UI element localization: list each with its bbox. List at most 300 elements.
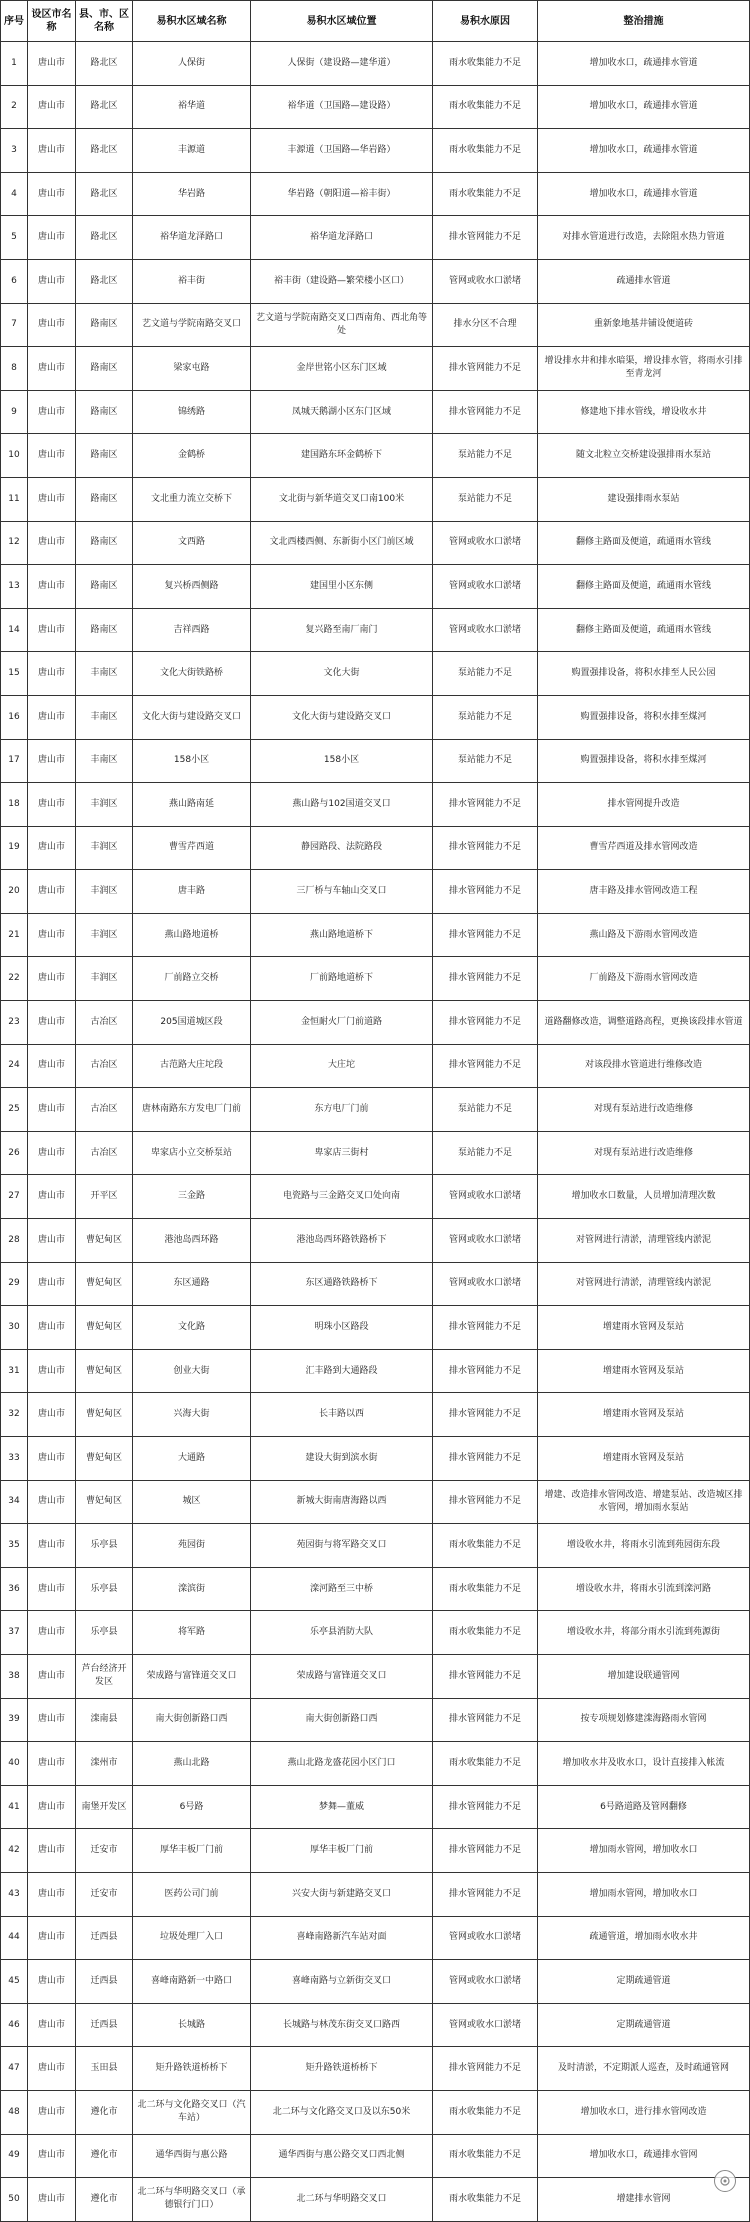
table-cell: 对现有泵站进行改造维修 — [538, 1131, 750, 1175]
table-cell: 东方电厂门前 — [251, 1088, 433, 1132]
table-cell: 15 — [1, 652, 28, 696]
table-cell: 唐山市 — [28, 1567, 76, 1611]
table-cell: 11 — [1, 477, 28, 521]
table-cell: 乐亭县 — [76, 1611, 133, 1655]
table-cell: 雨水收集能力不足 — [433, 85, 538, 129]
table-row — [1, 1916, 750, 1960]
table-cell: 唐山市 — [28, 739, 76, 783]
table-cell: 曹雪芹西道 — [133, 826, 251, 870]
column-header: 整治措施 — [538, 1, 750, 42]
table-cell: 泵站能力不足 — [433, 652, 538, 696]
table-cell: 吉祥西路 — [133, 608, 251, 652]
table-row — [1, 1044, 750, 1088]
table-body — [1, 42, 750, 2222]
table-cell: 荣成路与富锋道交叉口 — [133, 1654, 251, 1698]
table-row — [1, 1654, 750, 1698]
table-cell: 管网或收水口淤堵 — [433, 1960, 538, 2004]
table-cell: 厂前路地道桥下 — [251, 957, 433, 1001]
table-cell: 增加收水口，疏通排水管道 — [538, 42, 750, 86]
table-cell: 管网或收水口淤堵 — [433, 1175, 538, 1219]
table-cell: 50 — [1, 2178, 28, 2222]
table-row — [1, 1437, 750, 1481]
table-cell: 管网或收水口淤堵 — [433, 565, 538, 609]
table-cell: 唐山市 — [28, 870, 76, 914]
table-cell: 艺文道与学院南路交叉口西南角、西北角等处 — [251, 303, 433, 347]
table-cell: 卑家店小立交桥泵站 — [133, 1131, 251, 1175]
table-cell: 34 — [1, 1480, 28, 1524]
table-cell: 管网或收水口淤堵 — [433, 2003, 538, 2047]
table-cell: 丰南区 — [76, 695, 133, 739]
table-cell: 增加收水口，疏通排水管道 — [538, 85, 750, 129]
table-cell: 对管网进行清淤，清理管线内淤泥 — [538, 1219, 750, 1263]
table-cell: 喜峰南路新一中路口 — [133, 1960, 251, 2004]
table-cell: 泵站能力不足 — [433, 1131, 538, 1175]
table-cell: 华岩路（朝阳道—裕丰街） — [251, 172, 433, 216]
table-cell: 对管网进行清淤，清理管线内淤泥 — [538, 1262, 750, 1306]
table-cell: 曹雪芹西道及排水管网改造 — [538, 826, 750, 870]
table-cell: 唐山市 — [28, 1916, 76, 1960]
table-row — [1, 739, 750, 783]
table-cell: 城区 — [133, 1480, 251, 1524]
table-cell: 丰润区 — [76, 870, 133, 914]
table-cell: 10 — [1, 434, 28, 478]
table-cell: 曹妃甸区 — [76, 1306, 133, 1350]
table-cell: 排水管网能力不足 — [433, 783, 538, 827]
table-cell: 泵站能力不足 — [433, 739, 538, 783]
table-cell: 1 — [1, 42, 28, 86]
table-cell: 丰润区 — [76, 913, 133, 957]
table-row — [1, 2047, 750, 2091]
table-cell: 唐山市 — [28, 521, 76, 565]
table-cell: 排水管网能力不足 — [433, 390, 538, 434]
table-cell: 古冶区 — [76, 1001, 133, 1045]
table-cell: 排水管网能力不足 — [433, 1698, 538, 1742]
table-cell: 37 — [1, 1611, 28, 1655]
table-row — [1, 1219, 750, 1263]
table-cell: 燕山路及下游雨水管网改造 — [538, 913, 750, 957]
table-cell: 唐山市 — [28, 216, 76, 260]
table-cell: 雨水收集能力不足 — [433, 2134, 538, 2178]
table-cell: 增加建设联通管网 — [538, 1654, 750, 1698]
table-cell: 雨水收集能力不足 — [433, 42, 538, 86]
table-cell: 排水管网能力不足 — [433, 913, 538, 957]
table-cell: 人保街（建设路—建华道） — [251, 42, 433, 86]
table-cell: 苑园街与将军路交叉口 — [251, 1524, 433, 1568]
table-cell: 排水管网能力不足 — [433, 957, 538, 1001]
table-cell: 荣成路与富锋道交叉口 — [251, 1654, 433, 1698]
table-cell: 开平区 — [76, 1175, 133, 1219]
table-cell: 增加收水口，疏通排水管道 — [538, 129, 750, 173]
table-cell: 乐亭县 — [76, 1567, 133, 1611]
table-cell: 增建雨水管网及泵站 — [538, 1437, 750, 1481]
table-row — [1, 521, 750, 565]
table-cell: 雨水收集能力不足 — [433, 1567, 538, 1611]
table-cell: 文化大街 — [251, 652, 433, 696]
table-cell: 30 — [1, 1306, 28, 1350]
table-cell: 增加收水口，进行排水管网改造 — [538, 2090, 750, 2134]
table-cell: 增设收水井，将雨水引流到滦河路 — [538, 1567, 750, 1611]
table-cell: 增设收水井，将部分雨水引流到苑源街 — [538, 1611, 750, 1655]
table-cell: 曹妃甸区 — [76, 1393, 133, 1437]
table-row — [1, 1829, 750, 1873]
table-cell: 港池岛西环路铁路桥下 — [251, 1219, 433, 1263]
table-cell: 唐山市 — [28, 2003, 76, 2047]
table-cell: 北二环与文化路交叉口及以东50米 — [251, 2090, 433, 2134]
table-cell: 路南区 — [76, 565, 133, 609]
table-cell: 排水管网能力不足 — [433, 1437, 538, 1481]
table-cell: 路南区 — [76, 608, 133, 652]
table-row — [1, 608, 750, 652]
table-cell: 唐丰路 — [133, 870, 251, 914]
table-row — [1, 477, 750, 521]
table-cell: 曹妃甸区 — [76, 1349, 133, 1393]
table-cell: 排水管网能力不足 — [433, 1829, 538, 1873]
table-cell: 45 — [1, 1960, 28, 2004]
table-cell: 古冶区 — [76, 1131, 133, 1175]
table-cell: 泵站能力不足 — [433, 434, 538, 478]
table-cell: 泵站能力不足 — [433, 695, 538, 739]
table-cell: 新城大街南唐海路以西 — [251, 1480, 433, 1524]
table-cell: 滦南县 — [76, 1698, 133, 1742]
table-cell: 南大街创新路口西 — [133, 1698, 251, 1742]
table-row — [1, 1698, 750, 1742]
table-cell: 汇丰路到大通路段 — [251, 1349, 433, 1393]
table-cell: 迁安市 — [76, 1872, 133, 1916]
table-cell: 路北区 — [76, 85, 133, 129]
table-cell: 排水管网能力不足 — [433, 1393, 538, 1437]
table-cell: 205国道城区段 — [133, 1001, 251, 1045]
table-cell: 唐山市 — [28, 477, 76, 521]
table-cell: 修建地下排水管线，增设收水井 — [538, 390, 750, 434]
table-row — [1, 1001, 750, 1045]
table-cell: 凤城天鹅湖小区东门区域 — [251, 390, 433, 434]
table-cell: 排水管网能力不足 — [433, 1349, 538, 1393]
table-cell: 丰润区 — [76, 957, 133, 1001]
table-header-row — [1, 1, 750, 42]
table-cell: 唐山市 — [28, 695, 76, 739]
table-cell: 三厂桥与车轴山交叉口 — [251, 870, 433, 914]
table-cell: 管网或收水口淤堵 — [433, 608, 538, 652]
table-cell: 购置强排设备，将积水排至煤河 — [538, 695, 750, 739]
table-cell: 唐山市 — [28, 1524, 76, 1568]
table-cell: 增建雨水管网及泵站 — [538, 1349, 750, 1393]
table-cell: 排水管网能力不足 — [433, 347, 538, 391]
table-cell: 裕丰街 — [133, 259, 251, 303]
column-header: 易积水原因 — [433, 1, 538, 42]
table-cell: 雨水收集能力不足 — [433, 1524, 538, 1568]
table-cell: 三金路 — [133, 1175, 251, 1219]
table-cell: 排水管网能力不足 — [433, 1785, 538, 1829]
table-cell: 玉田县 — [76, 2047, 133, 2091]
table-cell: 雨水收集能力不足 — [433, 2090, 538, 2134]
table-row — [1, 1480, 750, 1524]
table-cell: 33 — [1, 1437, 28, 1481]
table-row — [1, 1131, 750, 1175]
table-cell: 唐山市 — [28, 1175, 76, 1219]
table-cell: 28 — [1, 1219, 28, 1263]
table-row — [1, 1611, 750, 1655]
table-row — [1, 390, 750, 434]
table-cell: 唐山市 — [28, 2047, 76, 2091]
table-cell: 滦州市 — [76, 1742, 133, 1786]
table-cell: 唐山市 — [28, 2178, 76, 2222]
table-cell: 文北重力流立交桥下 — [133, 477, 251, 521]
table-row — [1, 870, 750, 914]
table-cell: 南堡开发区 — [76, 1785, 133, 1829]
table-cell: 增加收水井及收水口，设计直接排入帐流 — [538, 1742, 750, 1786]
table-cell: 2 — [1, 85, 28, 129]
table-cell: 唐山市 — [28, 42, 76, 86]
table-cell: 36 — [1, 1567, 28, 1611]
table-cell: 唐山市 — [28, 608, 76, 652]
table-cell: 路北区 — [76, 259, 133, 303]
table-cell: 泵站能力不足 — [433, 477, 538, 521]
table-cell: 丰南区 — [76, 739, 133, 783]
table-cell: 唐山市 — [28, 2090, 76, 2134]
table-cell: 管网或收水口淤堵 — [433, 1219, 538, 1263]
table-cell: 厚华丰板厂门前 — [251, 1829, 433, 1873]
table-cell: 39 — [1, 1698, 28, 1742]
table-row — [1, 652, 750, 696]
table-cell: 唐林南路东方发电厂门前 — [133, 1088, 251, 1132]
table-cell: 18 — [1, 783, 28, 827]
table-cell: 人保街 — [133, 42, 251, 86]
table-cell: 燕山路地道桥下 — [251, 913, 433, 957]
table-cell: 曹妃甸区 — [76, 1480, 133, 1524]
table-cell: 遵化市 — [76, 2090, 133, 2134]
table-cell: 路南区 — [76, 347, 133, 391]
table-cell: 排水管网能力不足 — [433, 1872, 538, 1916]
table-cell: 22 — [1, 957, 28, 1001]
table-cell: 滦河路至三中桥 — [251, 1567, 433, 1611]
table-cell: 裕华道 — [133, 85, 251, 129]
table-cell: 滦滨街 — [133, 1567, 251, 1611]
table-cell: 唐山市 — [28, 565, 76, 609]
table-cell: 古范路大庄坨段 — [133, 1044, 251, 1088]
table-cell: 唐山市 — [28, 390, 76, 434]
table-cell: 创业大街 — [133, 1349, 251, 1393]
table-cell: 唐山市 — [28, 783, 76, 827]
table-cell: 排水管网提升改造 — [538, 783, 750, 827]
table-cell: 路北区 — [76, 216, 133, 260]
table-cell: 雨水收集能力不足 — [433, 2178, 538, 2222]
table-cell: 增设收水井，将雨水引流到苑园街东段 — [538, 1524, 750, 1568]
table-cell: 建国路东环金鹤桥下 — [251, 434, 433, 478]
table-cell: 喜峰南路新汽车站对面 — [251, 1916, 433, 1960]
table-cell: 矩升路铁道桥桥下 — [251, 2047, 433, 2091]
table-cell: 文化路 — [133, 1306, 251, 1350]
table-cell: 158小区 — [251, 739, 433, 783]
table-cell: 北二环与华明路交叉口（承德银行门口） — [133, 2178, 251, 2222]
table-row — [1, 2090, 750, 2134]
table-cell: 路北区 — [76, 172, 133, 216]
table-cell: 排水分区不合理 — [433, 303, 538, 347]
table-row — [1, 42, 750, 86]
table-cell: 雨水收集能力不足 — [433, 1742, 538, 1786]
column-header: 易积水区域位置 — [251, 1, 433, 42]
table-cell: 及时清淤，不定期派人巡查，及时疏通管网 — [538, 2047, 750, 2091]
table-cell: 38 — [1, 1654, 28, 1698]
table-cell: 通华西街与惠公路交叉口西北侧 — [251, 2134, 433, 2178]
table-cell: 文化大街与建设路交叉口 — [251, 695, 433, 739]
table-cell: 厚华丰板厂门前 — [133, 1829, 251, 1873]
table-cell: 增加收水口，疏通排水管道 — [538, 172, 750, 216]
table-cell: 唐山市 — [28, 347, 76, 391]
table-cell: 41 — [1, 1785, 28, 1829]
table-cell: 曹妃甸区 — [76, 1262, 133, 1306]
table-cell: 增加雨水管网，增加收水口 — [538, 1872, 750, 1916]
table-cell: 厂前路及下游雨水管网改造 — [538, 957, 750, 1001]
table-cell: 9 — [1, 390, 28, 434]
table-cell: 增加雨水管网，增加收水口 — [538, 1829, 750, 1873]
table-cell: 乐亭县 — [76, 1524, 133, 1568]
table-cell: 路南区 — [76, 303, 133, 347]
table-cell: 唐山市 — [28, 1088, 76, 1132]
table-cell: 重新象地基井铺设便道砖 — [538, 303, 750, 347]
table-cell: 丰源道（卫国路—华岩路） — [251, 129, 433, 173]
table-row — [1, 303, 750, 347]
table-cell: 排水管网能力不足 — [433, 1001, 538, 1045]
table-cell: 唐山市 — [28, 172, 76, 216]
table-cell: 古冶区 — [76, 1088, 133, 1132]
table-cell: 定期疏通管道 — [538, 2003, 750, 2047]
table-row — [1, 1175, 750, 1219]
table-cell: 5 — [1, 216, 28, 260]
table-cell: 路北区 — [76, 129, 133, 173]
table-cell: 25 — [1, 1088, 28, 1132]
table-cell: 苑园街 — [133, 1524, 251, 1568]
table-cell: 裕华道龙泽路口 — [251, 216, 433, 260]
table-cell: 金恒耐火厂门前道路 — [251, 1001, 433, 1045]
table-cell: 长城路 — [133, 2003, 251, 2047]
table-cell: 32 — [1, 1393, 28, 1437]
table-cell: 对现有泵站进行改造维修 — [538, 1088, 750, 1132]
table-cell: 购置强排设备，将积水排至人民公园 — [538, 652, 750, 696]
table-cell: 唐山市 — [28, 303, 76, 347]
table-cell: 路南区 — [76, 390, 133, 434]
table-cell: 大庄坨 — [251, 1044, 433, 1088]
table-cell: 唐山市 — [28, 434, 76, 478]
table-cell: 兴安大街与新建路交叉口 — [251, 1872, 433, 1916]
table-cell: 唐山市 — [28, 1785, 76, 1829]
table-cell: 港池岛西环路 — [133, 1219, 251, 1263]
table-cell: 44 — [1, 1916, 28, 1960]
table-cell: 迁西县 — [76, 1916, 133, 1960]
table-cell: 唐山市 — [28, 85, 76, 129]
column-header: 序号 — [1, 1, 28, 42]
table-cell: 华岩路 — [133, 172, 251, 216]
table-cell: 电瓷路与三金路交叉口处向南 — [251, 1175, 433, 1219]
table-cell: 东区通路铁路桥下 — [251, 1262, 433, 1306]
table-cell: 雨水收集能力不足 — [433, 129, 538, 173]
table-cell: 迁安市 — [76, 1829, 133, 1873]
table-row — [1, 1785, 750, 1829]
table-cell: 排水管网能力不足 — [433, 2047, 538, 2091]
table-row — [1, 347, 750, 391]
table-cell: 艺文道与学院南路交叉口 — [133, 303, 251, 347]
table-cell: 唐山市 — [28, 1219, 76, 1263]
table-cell: 丰润区 — [76, 826, 133, 870]
table-cell: 兴海大街 — [133, 1393, 251, 1437]
table-cell: 文化大街铁路桥 — [133, 652, 251, 696]
table-row — [1, 85, 750, 129]
table-cell: 43 — [1, 1872, 28, 1916]
table-cell: 管网或收水口淤堵 — [433, 1262, 538, 1306]
table-cell: 建设大街到滨水街 — [251, 1437, 433, 1481]
table-cell: 唐山市 — [28, 1829, 76, 1873]
table-cell: 唐山市 — [28, 652, 76, 696]
table-cell: 27 — [1, 1175, 28, 1219]
table-cell: 裕丰街（建设路—繁荣楼小区口） — [251, 259, 433, 303]
table-cell: 6 — [1, 259, 28, 303]
table-cell: 唐山市 — [28, 1960, 76, 2004]
table-cell: 卑家店三街村 — [251, 1131, 433, 1175]
table-cell: 增建排水管网 — [538, 2178, 750, 2222]
table-cell: 锦绣路 — [133, 390, 251, 434]
table-cell: 复兴路至南厂南门 — [251, 608, 433, 652]
table-cell: 6号路 — [133, 1785, 251, 1829]
table-row — [1, 913, 750, 957]
table-cell: 燕山路与102国道交叉口 — [251, 783, 433, 827]
table-cell: 29 — [1, 1262, 28, 1306]
table-cell: 35 — [1, 1524, 28, 1568]
table-cell: 48 — [1, 2090, 28, 2134]
table-cell: 唐山市 — [28, 1698, 76, 1742]
table-cell: 丰源道 — [133, 129, 251, 173]
table-cell: 排水管网能力不足 — [433, 1044, 538, 1088]
table-cell: 23 — [1, 1001, 28, 1045]
table-cell: 明珠小区路段 — [251, 1306, 433, 1350]
table-cell: 疏通排水管道 — [538, 259, 750, 303]
table-cell: 管网或收水口淤堵 — [433, 521, 538, 565]
table-cell: 曹妃甸区 — [76, 1437, 133, 1481]
table-cell: 19 — [1, 826, 28, 870]
table-cell: 文化大街与建设路交叉口 — [133, 695, 251, 739]
table-row — [1, 129, 750, 173]
table-cell: 40 — [1, 1742, 28, 1786]
table-cell: 随文北粒立交桥建设强排雨水泵站 — [538, 434, 750, 478]
table-row — [1, 565, 750, 609]
column-header: 县、市、区名称 — [76, 1, 133, 42]
table-cell: 16 — [1, 695, 28, 739]
table-cell: 曹妃甸区 — [76, 1219, 133, 1263]
table-cell: 31 — [1, 1349, 28, 1393]
table-cell: 丰润区 — [76, 783, 133, 827]
table-cell: 将军路 — [133, 1611, 251, 1655]
table-row — [1, 434, 750, 478]
table-cell: 北二环与华明路交叉口 — [251, 2178, 433, 2222]
table-cell: 裕华道龙泽路口 — [133, 216, 251, 260]
table-cell: 24 — [1, 1044, 28, 1088]
table-cell: 按专项规划修建滦海路雨水管网 — [538, 1698, 750, 1742]
table-cell: 49 — [1, 2134, 28, 2178]
table-row — [1, 216, 750, 260]
table-cell: 迁西县 — [76, 2003, 133, 2047]
table-cell: 4 — [1, 172, 28, 216]
table-cell: 迁西县 — [76, 1960, 133, 2004]
table-row — [1, 1742, 750, 1786]
table-cell: 唐山市 — [28, 1742, 76, 1786]
table-row — [1, 1960, 750, 2004]
table-cell: 雨水收集能力不足 — [433, 172, 538, 216]
table-cell: 路南区 — [76, 434, 133, 478]
table-cell: 文北街与新华道交叉口南100米 — [251, 477, 433, 521]
table-row — [1, 957, 750, 1001]
table-cell: 唐山市 — [28, 1480, 76, 1524]
table-cell: 排水管网能力不足 — [433, 870, 538, 914]
table-row — [1, 1349, 750, 1393]
table-cell: 唐山市 — [28, 1393, 76, 1437]
